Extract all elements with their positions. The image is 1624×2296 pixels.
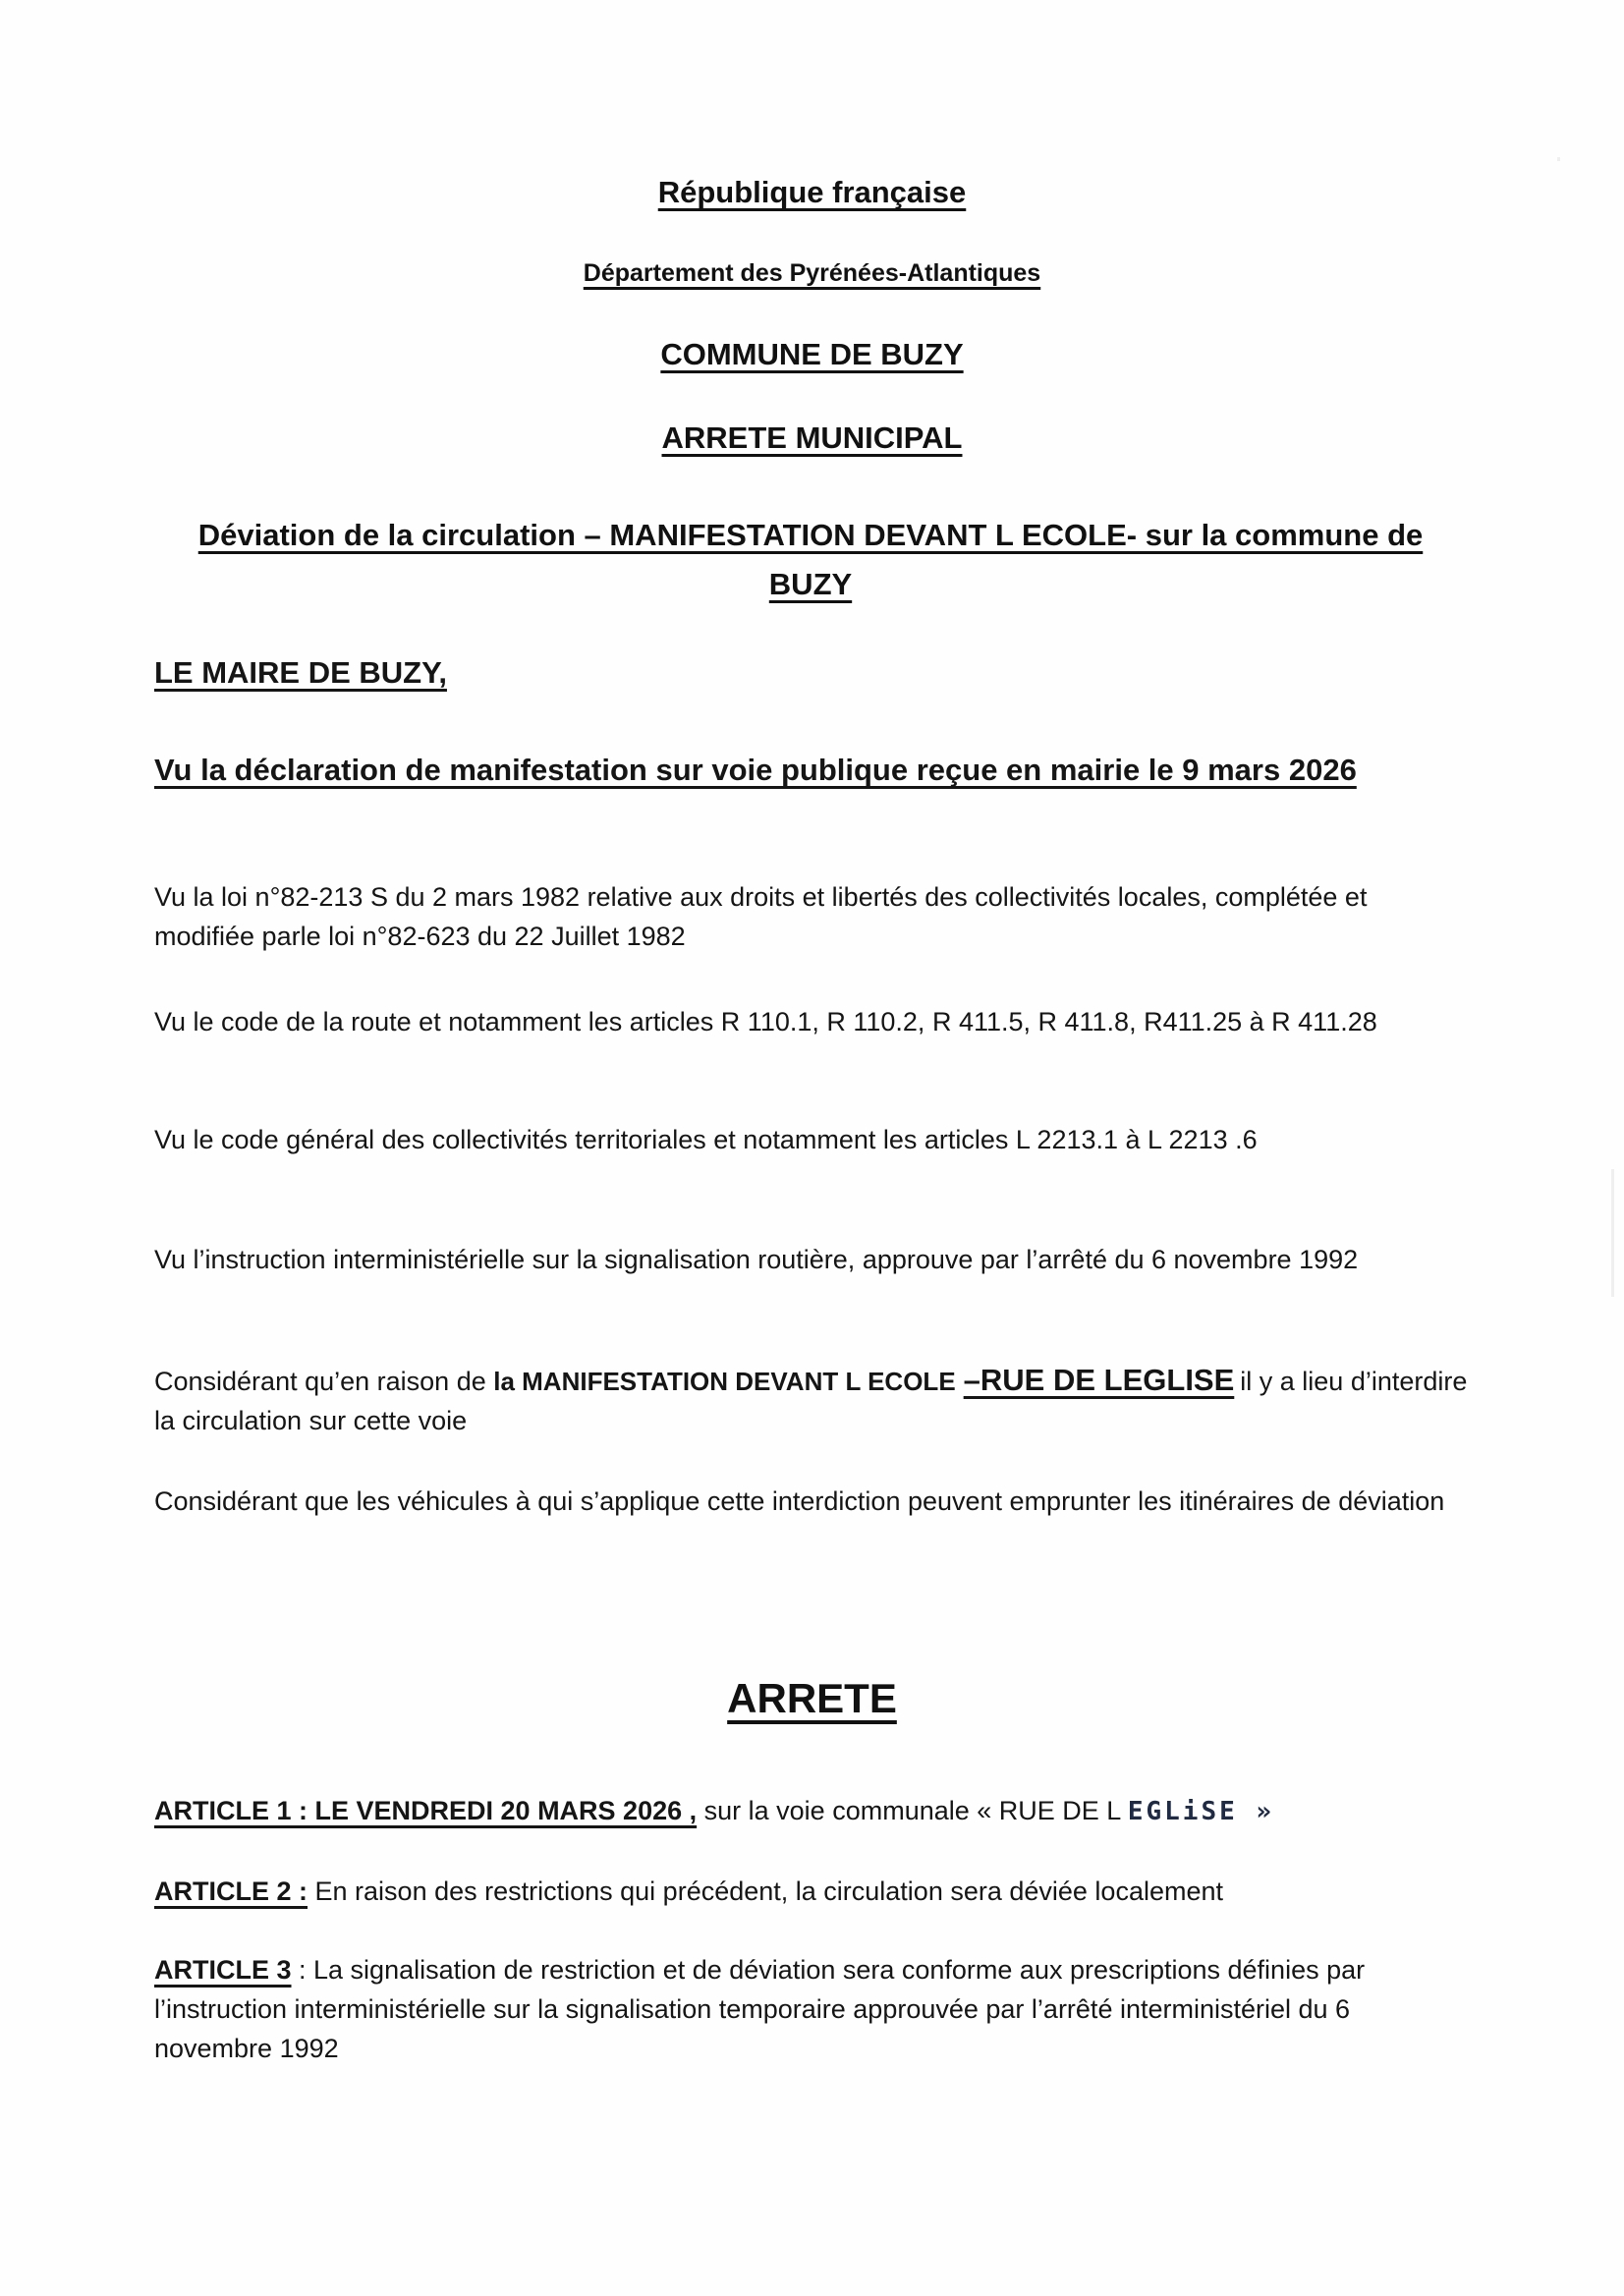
mayor-heading: LE MAIRE DE BUZY, [154, 655, 447, 690]
article-1-handwritten-correction: EGLiSE » [1127, 1797, 1275, 1826]
commune-heading: COMMUNE DE BUZY [660, 337, 964, 371]
considerant-detour: Considérant que les véhicules à qui s’applique cette interdiction peuvent emprunter les itinéraires de déviation [154, 1486, 1445, 1516]
declaration-heading: Vu la déclaration de manifestation sur voie publique reçue en mairie le 9 mars 2026 [154, 753, 1357, 787]
article-2 [154, 1872, 1471, 1911]
article-1-label: ARTICLE 1 : LE VENDREDI 20 MARS 2026 , [154, 1796, 698, 1825]
article-3-text: : La signalisation de restriction et de déviation sera conforme aux prescriptions définies par l’instruction interministérielle sur la signalisation temporaire approuvée par l’arrêté interministériel du 6 novembre 1992 [154, 1955, 1366, 2063]
considerant-event [154, 1361, 1471, 1440]
scan-edge-mark [1611, 1169, 1614, 1297]
article-1-text: sur la voie communale « RUE DE L [697, 1796, 1121, 1825]
article-1 [154, 1791, 1471, 1831]
article-3 [154, 1950, 1471, 2068]
scan-speck [1557, 157, 1560, 161]
article-2-text: En raison des restrictions qui précédent, la circulation sera déviée localement [308, 1876, 1224, 1906]
article-2-label: ARTICLE 2 : [154, 1876, 308, 1906]
visa-law-1982: Vu la loi n°82-213 S du 2 mars 1982 relative aux droits et libertés des collectivités locales, complétée et modifiée parle loi n°82-623 du 22 Juillet 1982 [154, 882, 1368, 951]
republic-heading: République française [657, 175, 967, 209]
document-type-heading: ARRETE MUNICIPAL [661, 420, 963, 455]
decision-heading: ARRETE [727, 1675, 897, 1721]
visa-signage-instruction: Vu l’instruction interministérielle sur la signalisation routière, approuve par l’arrêté du 6 novembre 1992 [154, 1245, 1359, 1274]
considerant-suffix: il y a lieu d’interdire la circulation sur cette voie [154, 1367, 1468, 1435]
department-heading: Département des Pyrénées-Atlantiques [583, 259, 1041, 287]
document-subject: Déviation de la circulation – MANIFESTATION DEVANT L ECOLE- sur la commune de BUZY [197, 518, 1424, 601]
visa-local-authorities-code: Vu le code général des collectivités territoriales et notamment les articles L 2213.1 à L 2213 .6 [154, 1125, 1258, 1154]
article-3-label: ARTICLE 3 [154, 1955, 292, 1985]
visa-highway-code: Vu le code de la route et notamment les articles R 110.1, R 110.2, R 411.5, R 411.8, R411.25 à R 411.28 [154, 1007, 1377, 1036]
considerant-street: –RUE DE LEGLISE [963, 1363, 1235, 1397]
considerant-event-name: la MANIFESTATION DEVANT L ECOLE [493, 1367, 956, 1396]
considerant-prefix: Considérant qu’en raison de [154, 1367, 494, 1396]
